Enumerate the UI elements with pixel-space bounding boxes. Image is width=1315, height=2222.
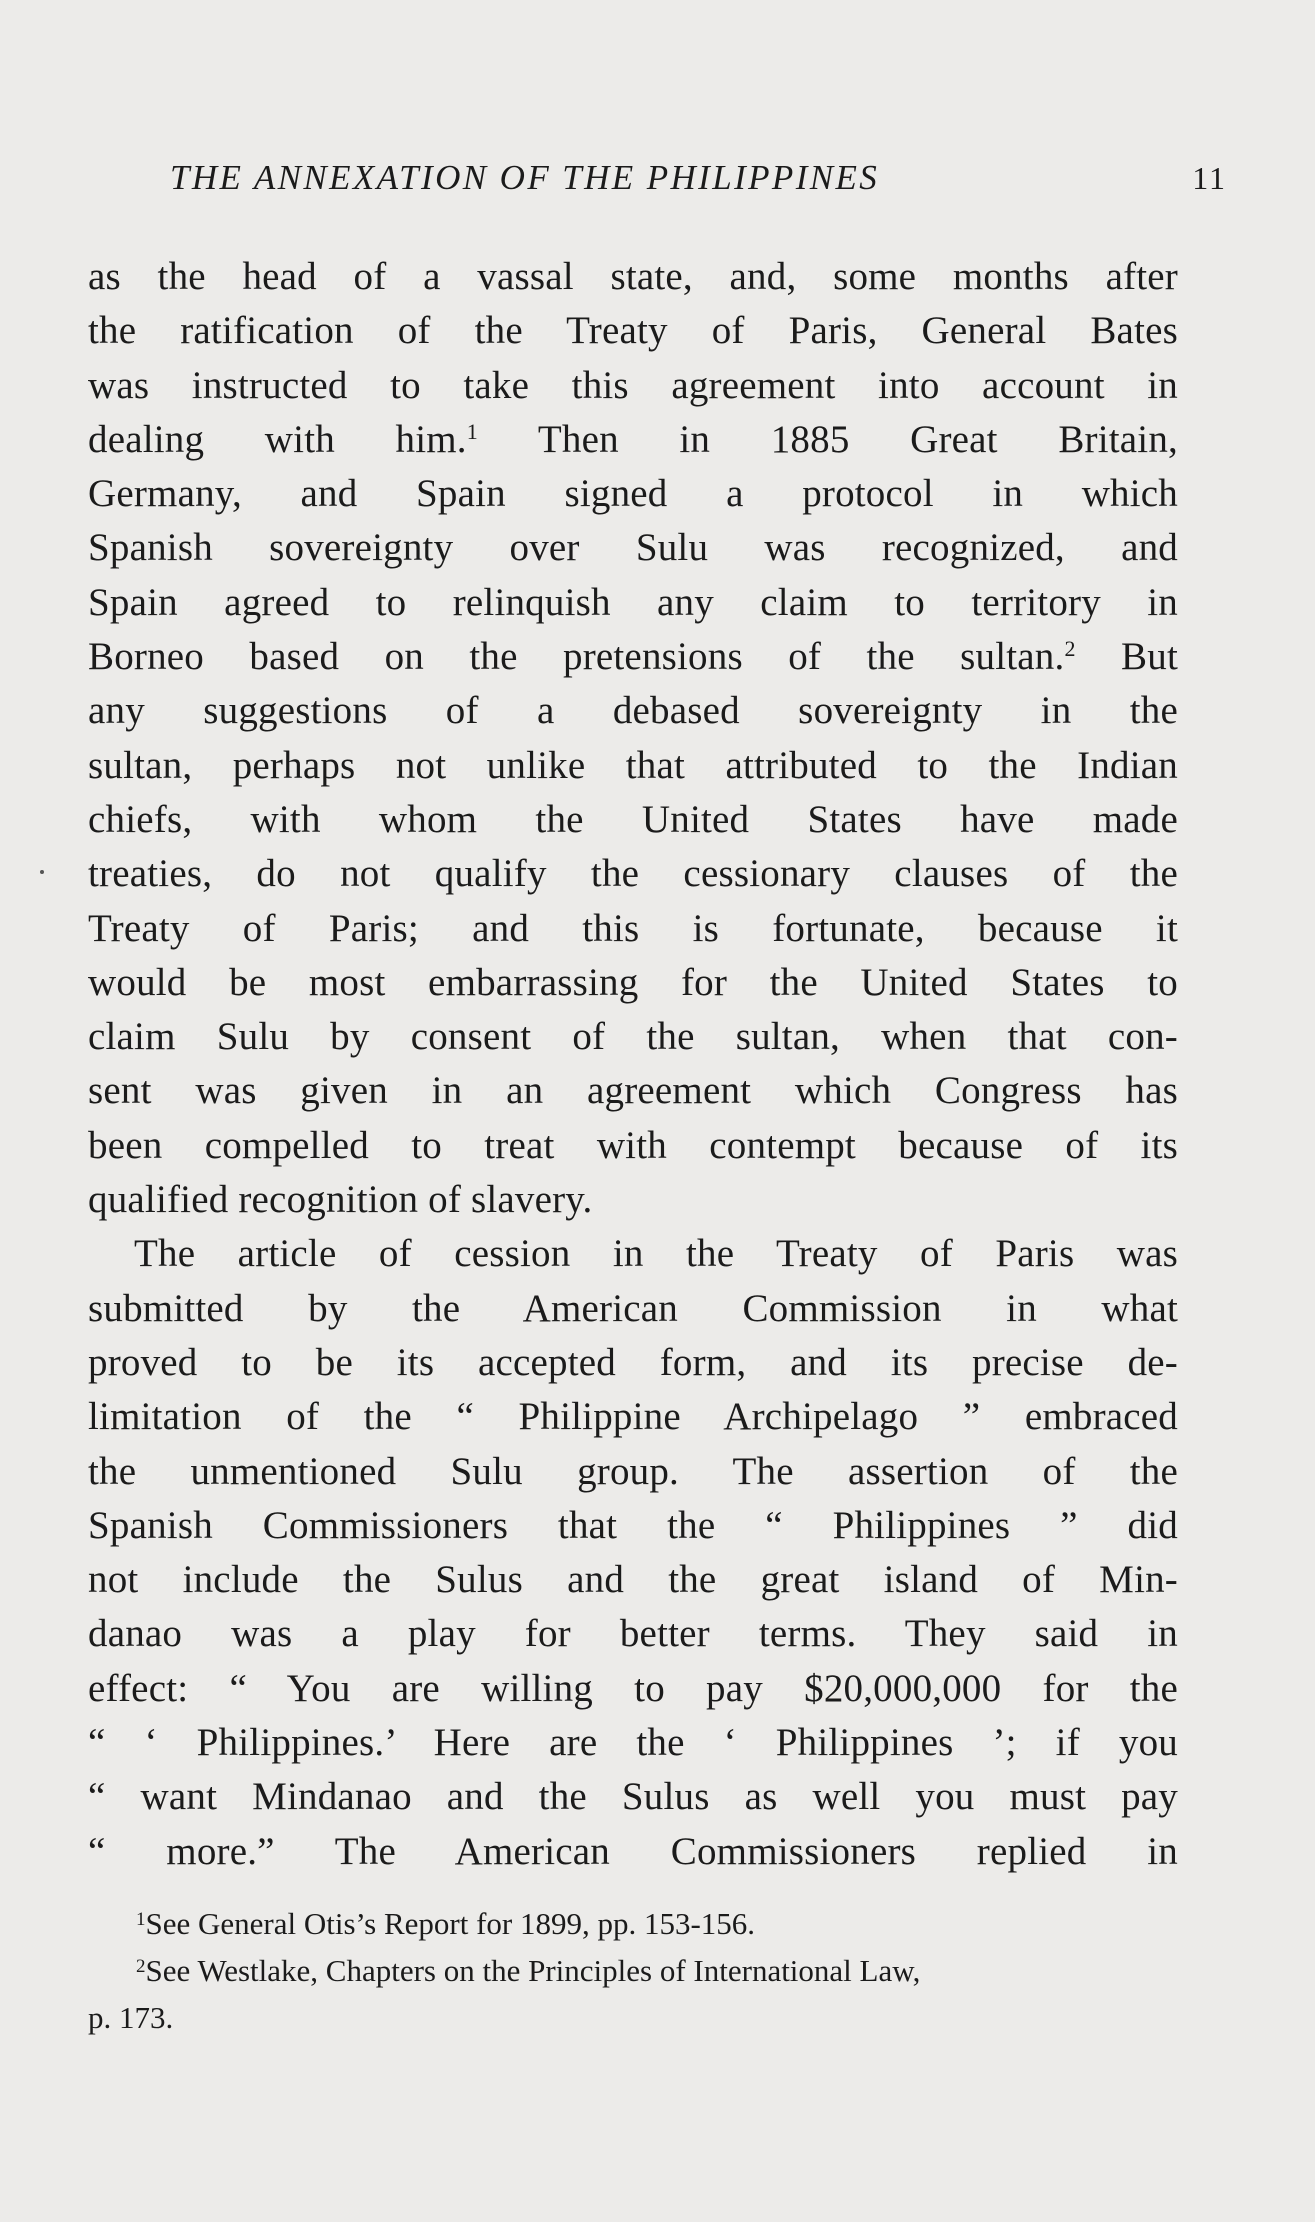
text-line: limitation of the “ Philippine Archipelago ” embraced (88, 1395, 1178, 1439)
body-text (88, 250, 1178, 1879)
text-line: claim Sulu by consent of the sultan, when that con- (88, 1015, 1178, 1059)
text-line: any suggestions of a debased sovereignty in the (88, 689, 1178, 733)
footnote-mark-2: 2 (136, 1956, 146, 1977)
footnote-ref-1: 1 (466, 418, 478, 444)
footnote-2 (88, 1947, 1178, 1994)
text-line: “ more.” The American Commissioners replied in (88, 1829, 1178, 1873)
paragraph-start-line: The article of cession in the Treaty of Paris was (134, 1232, 1178, 1276)
text-fragment: Then in 1885 Great Britain, (477, 417, 1178, 461)
text-line: submitted by the American Commission in what (88, 1286, 1178, 1330)
footnote-2-continuation: p. 173. (88, 2000, 174, 2035)
page-number: 11 (1192, 160, 1227, 196)
footnote-1 (88, 1900, 1178, 1947)
footnote-mark-1: 1 (136, 1909, 146, 1930)
text-line: chiefs, with whom the United States have made (88, 797, 1178, 841)
text-line: qualified recognition of slavery. (88, 1178, 593, 1222)
text-line: treaties, do not qualify the cessionary clauses of the (88, 852, 1178, 896)
text-line: the unmentioned Sulu group. The assertion of the (88, 1449, 1178, 1493)
text-line: “ ‘ Philippines.’ Here are the ‘ Philippines ’; if you (88, 1721, 1178, 1765)
text-line: been compelled to treat with contempt because of its (88, 1123, 1178, 1167)
text-line: effect: “ You are willing to pay $20,000,000 for the (88, 1666, 1178, 1710)
running-title: THE ANNEXATION OF THE PHILIPPINES (170, 158, 880, 197)
text-line: as the head of a vassal state, and, some months after (88, 255, 1178, 298)
text-fragment: dealing with him. (88, 417, 467, 461)
text-fragment: Borneo based on the pretensions of the sultan. (88, 635, 1065, 679)
text-line: sent was given in an agreement which Congress has (88, 1069, 1178, 1113)
text-line: proved to be its accepted form, and its precise de- (88, 1340, 1178, 1384)
text-line: danao was a play for better terms. They said in (88, 1612, 1178, 1656)
text-line: would be most embarrassing for the United States to (88, 960, 1178, 1004)
text-line: not include the Sulus and the great island of Min- (88, 1558, 1178, 1602)
footnote-text: See General Otis’s Report for 1899, pp. 153-156. (145, 1906, 756, 1941)
text-line: Spain agreed to relinquish any claim to territory in (88, 580, 1178, 624)
text-line: “ want Mindanao and the Sulus as well you must pay (88, 1775, 1178, 1819)
text-line: Germany, and Spain signed a protocol in which (88, 472, 1178, 516)
text-line: sultan, perhaps not unlike that attributed to the Indian (88, 743, 1178, 787)
text-fragment: But (1075, 635, 1178, 679)
text-line: the ratification of the Treaty of Paris, General Bates (88, 309, 1178, 353)
footnotes (88, 1900, 1178, 2041)
footnote-text: See Westlake, Chapters on the Principles of International Law, (145, 1953, 921, 1988)
text-line (88, 413, 1178, 467)
page-header (88, 158, 1227, 204)
text-line: Spanish Commissioners that the “ Philippines ” did (88, 1503, 1178, 1547)
footnote-ref-2: 2 (1064, 636, 1076, 662)
text-line: was instructed to take this agreement into account in (88, 363, 1178, 407)
text-line: Spanish sovereignty over Sulu was recognized, and (88, 526, 1178, 570)
text-line (88, 630, 1178, 684)
margin-dot-mark (40, 870, 44, 874)
text-line: Treaty of Paris; and this is fortunate, because it (88, 906, 1178, 950)
